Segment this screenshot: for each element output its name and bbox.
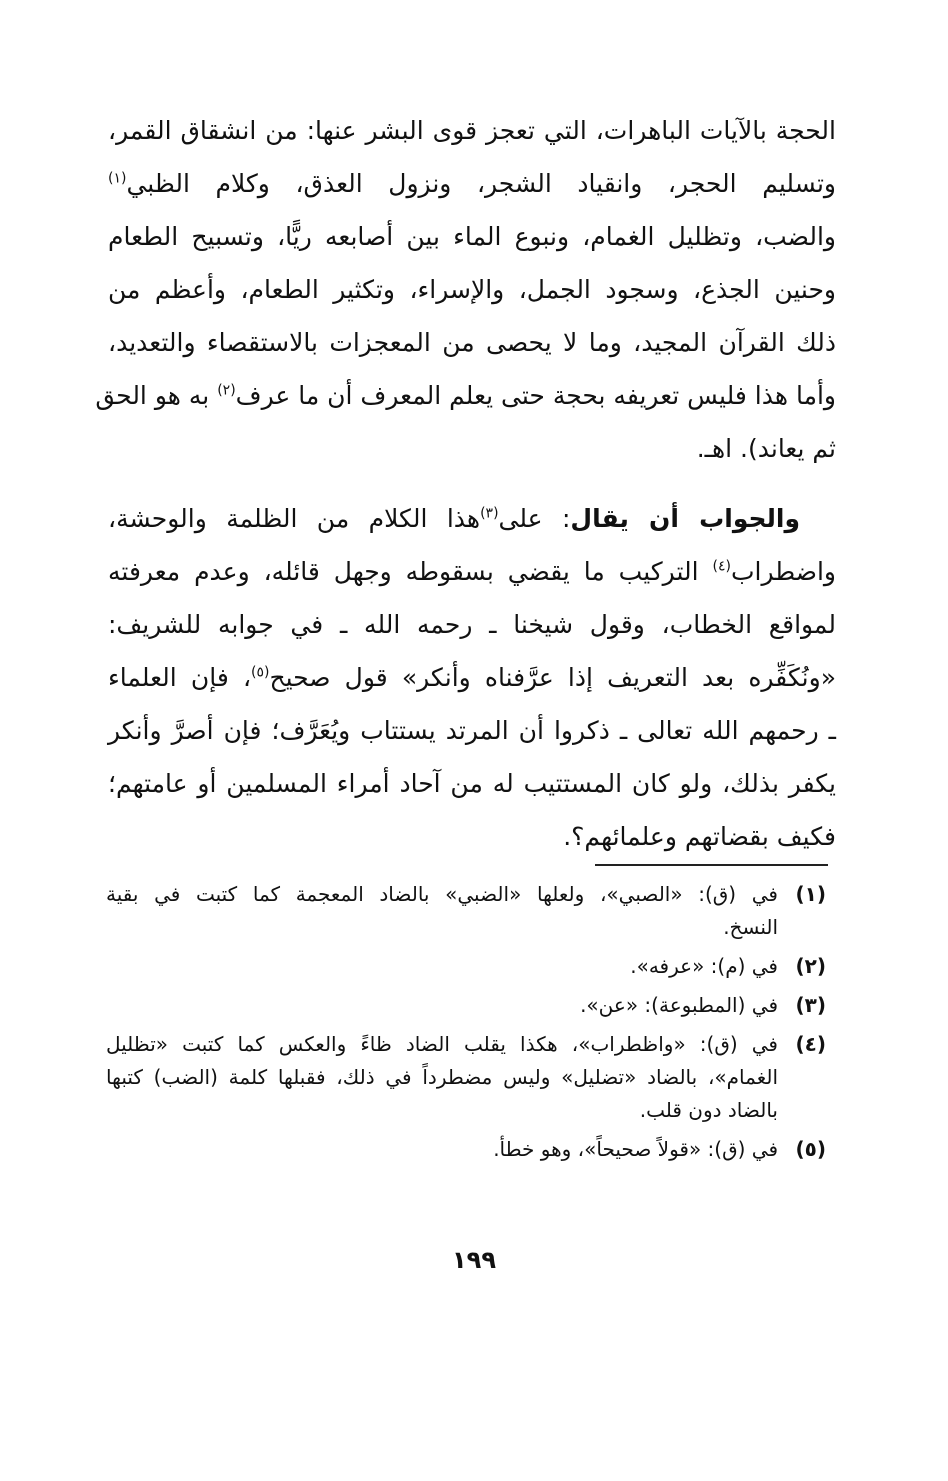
footnote-2 (106, 950, 826, 983)
paragraph-1-line-5: ذلك القرآن المجيد، وما لا يحصى من المعجزات بالاستقصاء والتعديد، (108, 328, 836, 357)
footnote-3 (106, 989, 826, 1022)
paragraph-2-line-3: لمواقع الخطاب، وقول شيخنا ـ رحمه الله ـ في جوابه للشريف: (108, 610, 836, 639)
footnote-divider (595, 864, 828, 866)
paragraph-2-line-1-b: هذا الكلام من الظلمة والوحشة، (108, 504, 481, 533)
footnote-text (106, 1133, 778, 1166)
paragraph-1-line-6 (95, 369, 836, 422)
footnote-text (106, 989, 778, 1022)
footnote-text (106, 878, 778, 944)
footnote-line: في (ق): «الصبي»، ولعلها «الضبي» بالضاد المعجمة كما كتبت في بقية (106, 882, 778, 906)
paragraph-1-line-2-text: وتسليم الحجر، وانقياد الشجر، ونزول العذق، وكلام الظبي (126, 169, 836, 198)
footnote-text (106, 1028, 778, 1127)
paragraph-2-line-5: ـ رحمهم الله تعالى ـ ذكروا أن المرتد يستتاب ويُعَرَّف؛ فإن أصرَّ وأنكر (108, 716, 836, 745)
page-number: ١٩٩ (452, 1246, 496, 1274)
paragraph-2-line-2-a: واضطراب (730, 557, 836, 586)
paragraph-2-line-2 (108, 545, 836, 598)
footnote-line: في (م): «عرفه». (630, 954, 778, 978)
footnote-number: (٥) (795, 1137, 826, 1161)
footnote-ref-4: (٤) (712, 558, 731, 575)
footnote-number: (٢) (795, 954, 826, 978)
paragraph-2-line-1-a: : على (498, 504, 571, 533)
paragraph-1-line-7: ثم يعاند). اهـ. (696, 434, 836, 463)
footnote-number: (٤) (795, 1032, 826, 1056)
paragraph-1-line-6-tail: به هو الحق (95, 381, 218, 410)
footnote-ref-3: (٣) (480, 505, 499, 522)
paragraph-1-line-1: الحجة بالآيات الباهرات، التي تعجز قوى البشر عنها: من انشقاق القمر، (108, 116, 836, 145)
answer-lead: والجواب أن يقال (570, 504, 801, 533)
footnotes (106, 878, 826, 1172)
paragraph-1-line-4: وحنين الجذع، وسجود الجمل، والإسراء، وتكثير الطعام، وأعظم من (108, 275, 836, 304)
paragraph-1-line-2 (108, 157, 836, 210)
paragraph-2-line-4-a: «ونُكَفِّره بعد التعريف إذا عرَّفناه وأنكر» قول صحيح (269, 663, 836, 692)
paragraph-1-line-3: والضب، وتظليل الغمام، ونبوع الماء بين أصابعه ريًّا، وتسبيح الطعام (108, 222, 836, 251)
footnote-ref-5: (٥) (251, 664, 270, 681)
footnote-ref-2: (٢) (217, 382, 236, 399)
paragraph-2-line-4-b: ، فإن العلماء (108, 663, 252, 692)
paragraph-2-line-2-b: التركيب ما يقضي بسقوطه وجهل قائله، وعدم معرفته (108, 557, 713, 586)
paragraph-1 (95, 104, 836, 475)
footnote-line: بالضاد دون قلب. (639, 1098, 778, 1122)
footnote-line: في (ق): «واظطراب»، هكذا يقلب الضاد ظاءً والعكس كما كتبت «تظليل (106, 1032, 778, 1056)
footnote-line: في (المطبوعة): «عن». (580, 993, 778, 1017)
paragraph-2-line-6: يكفر بذلك، ولو كان المستتيب له من آحاد أمراء المسلمين أو عامتهم؛ (108, 769, 836, 798)
footnote-line: الغمام»، بالضاد «تضليل» وليس مضطرداً في ذلك، فقبلها كلمة (الضب) كتبها (106, 1065, 778, 1089)
footnote-5 (106, 1133, 826, 1166)
footnote-ref-1: (١) (108, 170, 127, 187)
footnote-text (106, 950, 778, 983)
footnote-4 (106, 1028, 826, 1127)
paragraph-2-line-1 (108, 492, 836, 545)
footnote-number: (١) (795, 882, 826, 906)
footnote-line: في (ق): «قولاً صحيحاً»، وهو خطأ. (493, 1137, 778, 1161)
paragraph-1-line-6-text: وأما هذا فليس تعريفه بحجة حتى يعلم المعرف أن ما عرف (235, 381, 836, 410)
paragraph-2-line-4 (108, 651, 836, 704)
paragraph-2-line-7: فكيف بقضاتهم وعلمائهم؟. (563, 822, 836, 851)
footnote-number: (٣) (795, 993, 826, 1017)
paragraph-2 (108, 492, 836, 863)
footnote-line: النسخ. (723, 915, 778, 939)
footnote-1 (106, 878, 826, 944)
